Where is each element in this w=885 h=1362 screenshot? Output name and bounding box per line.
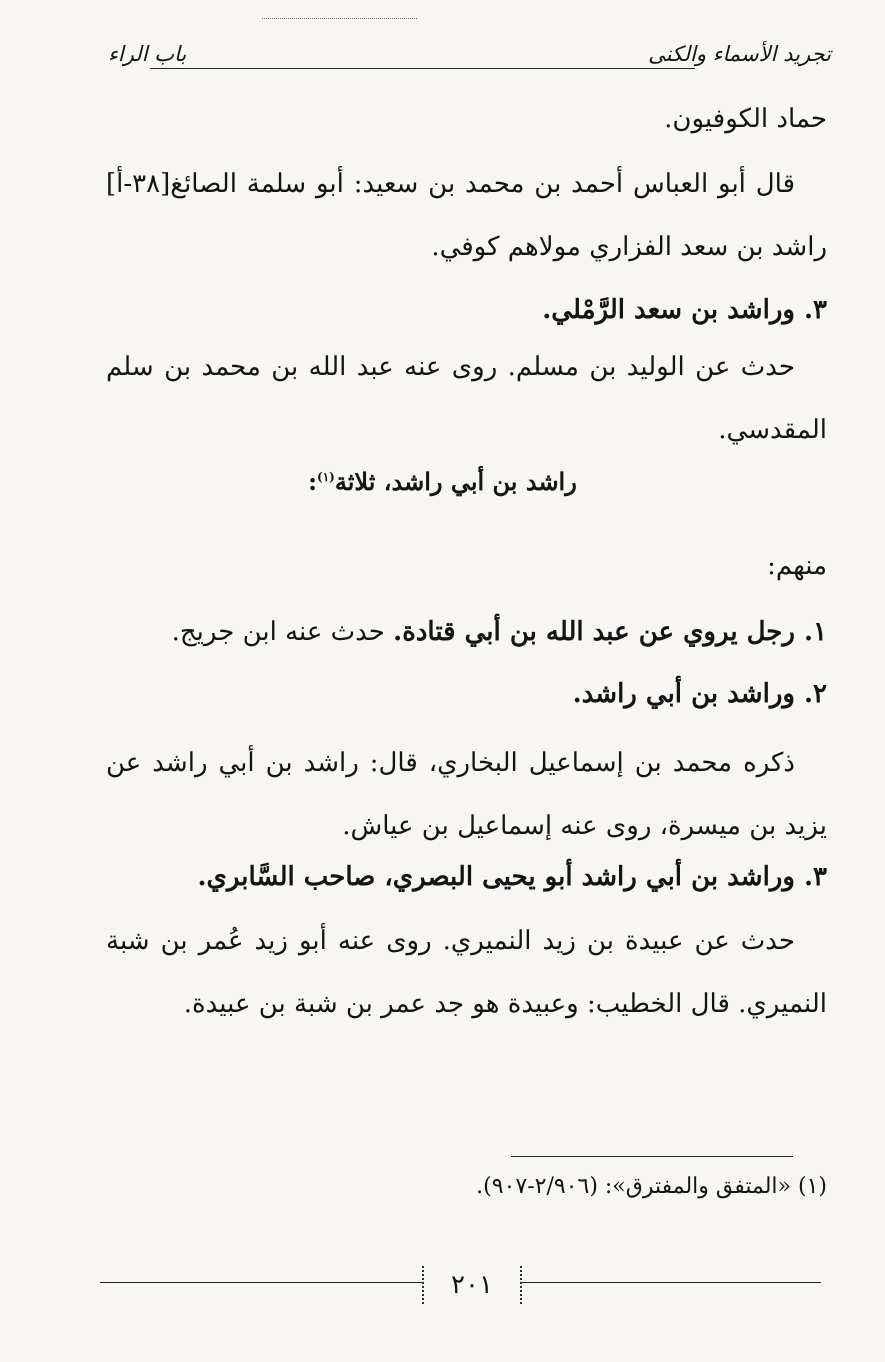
entry-1-title: ١. رجل يروي عن عبد الله بن أبي قتادة. xyxy=(393,617,827,647)
entry-heading-3: ٣. وراشد بن سعد الرَّمْلي. xyxy=(542,295,827,325)
footnote: (١) «المتفق والمفترق»: (٢/٩٠٦-٩٠٧). xyxy=(476,1174,827,1199)
header-rule xyxy=(150,68,695,69)
paragraph-4-text: حدث عن عبيدة بن زيد النميري. روى عنه أبو زيد عُمر بن شبة النميري. قال الخطيب: وعبيدة هو جد عمر بن شبة بن عبيدة. xyxy=(106,926,827,1019)
paragraph-2-text: حدث عن الوليد بن مسلم. روى عنه عبد الله بن محمد بن سلم المقدسي. xyxy=(106,352,827,445)
page-number: ٢٠١ xyxy=(422,1266,522,1304)
minhum-label: منهم: xyxy=(767,551,827,581)
section-heading-text: راشد بن أبي راشد، ثلاثة xyxy=(334,467,577,496)
footnote-rule xyxy=(511,1156,793,1157)
paragraph-2 xyxy=(106,336,827,462)
opening-line: حماد الكوفيون. xyxy=(664,104,827,134)
entry-3b: ٣. وراشد بن أبي راشد أبو يحيى البصري، صاحب السَّابري. xyxy=(197,862,827,892)
chapter-title: باب الراء xyxy=(108,42,187,66)
entry-1 xyxy=(106,612,827,652)
paragraph-4 xyxy=(106,910,827,1036)
header-dots xyxy=(262,18,417,19)
paragraph-1 xyxy=(106,153,827,279)
paragraph-3-text: ذكره محمد بن إسماعيل البخاري، قال: راشد بن أبي راشد عن يزيد بن ميسرة، روى عنه إسماعيل بن عياش. xyxy=(106,748,827,841)
paragraph-3 xyxy=(106,732,827,858)
paragraph-1-text: قال أبو العباس أحمد بن محمد بن سعيد: أبو سلمة الصائغ[٣٨-أ] راشد بن سعد الفزاري مولاهم كوفي. xyxy=(106,169,827,262)
section-heading xyxy=(0,467,885,496)
entry-2: ٢. وراشد بن أبي راشد. xyxy=(572,679,827,709)
footnote-marker: (١) xyxy=(317,470,335,484)
running-title: تجريد الأسماء والكنى xyxy=(648,42,831,66)
section-heading-colon: : xyxy=(308,467,318,496)
entry-1-text: حدث عنه ابن جريج. xyxy=(171,617,385,647)
